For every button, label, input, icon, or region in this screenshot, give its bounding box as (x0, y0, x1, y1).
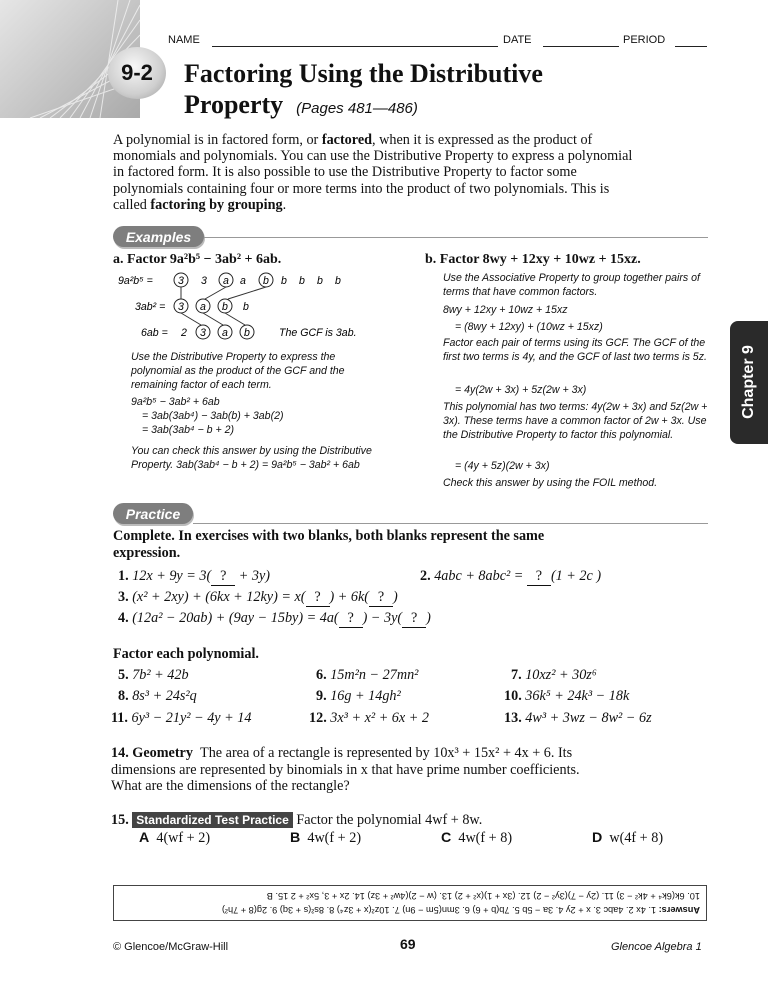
exercise-5 (118, 667, 189, 684)
exercise-3 (118, 589, 398, 607)
exercise-13 (504, 710, 652, 727)
exercise-text: (x² + 2xy) + (6kx + 12ky) = x( (132, 589, 306, 605)
answer-key-line-1 (120, 903, 700, 917)
exercise-1 (118, 568, 270, 586)
exercise-text: Factor the polynomial 4wf + 8w. (296, 812, 483, 828)
exercise-14 (111, 745, 611, 795)
choice-letter: C (441, 830, 452, 846)
exercise-expression: 7b² + 42b (132, 667, 189, 683)
exercise-8 (118, 688, 197, 705)
exercise-expression: 16g + 14gh² (330, 688, 401, 704)
factor: a (200, 301, 206, 313)
term-factored: factored (321, 132, 373, 148)
exercise-number: 7. (511, 667, 522, 683)
exercise-text: (1 + 2c ) (550, 568, 602, 584)
page-number: 69 (400, 936, 416, 952)
example-b-text: Factor 8wy + 12xy + 10wz + 15xz. (439, 252, 641, 267)
factor: 3 (201, 275, 207, 287)
name-line (212, 46, 498, 47)
example-b-line-6: This polynomial has two terms: 4y(2w + 3x) and 5z(2w + 3x). These terms have a common factor of 2w + 3x. Use the Distributive Property to factor this polynomial. (443, 401, 708, 442)
exercise-number: 5. (118, 667, 129, 683)
gcf-row1-factors (174, 273, 341, 287)
answer-key-box (113, 885, 707, 921)
lesson-number: 9-2 (121, 60, 153, 85)
example-a-step-2: = 3ab(3ab⁴) − 3ab(b) + 3ab(2) (142, 410, 284, 422)
gcf-row2-lhs: 3ab² = (135, 301, 166, 313)
example-b-prompt (425, 252, 641, 268)
factor: 3 (178, 275, 184, 287)
exercise-text: The area of a rectangle is represented by 10x³ + 15x² + 4x + 6. Its dimensions are represented by binomials in x that have prime number coefficients. What are the dimensions of the rectangle? (111, 745, 580, 794)
exercise-expression: 3x³ + x² + 6x + 2 (330, 710, 429, 726)
answer-blank[interactable]: ? (402, 610, 426, 628)
intro-paragraph (113, 132, 633, 213)
gcf-note: The GCF is 3ab. (279, 327, 357, 339)
exercise-number: 9. (316, 688, 327, 704)
intro-text-3: . (282, 196, 287, 213)
exercise-number: 6. (316, 667, 327, 683)
exercise-number: 3. (118, 589, 129, 605)
exercise-number: 1. (118, 568, 129, 584)
choice-a[interactable] (139, 830, 210, 847)
intro-text-2: , when it is expressed as the product of monomials and polynomials. You can use the Distributive Property to express a polynomial in factored form. It is also possible to use the Distributive Property to factor some polynomials containing four or more terms into the product of two polynomials. This is called (113, 132, 633, 213)
factor: 3 (178, 301, 184, 313)
answer-blank[interactable]: ? (339, 610, 363, 628)
footer-book-title: Glencoe Algebra 1 (611, 941, 702, 953)
example-b-line-2: 8wy + 12xy + 10wz + 15xz (443, 304, 568, 316)
name-label: NAME (168, 34, 200, 46)
example-a-step-3: = 3ab(3ab⁴ − b + 2) (142, 424, 235, 436)
answers-label: Answers: (658, 905, 700, 915)
lesson-number-badge (108, 47, 166, 99)
choice-text: 4w(f + 2) (307, 830, 362, 846)
factor: b (263, 275, 269, 287)
exercise-text: ) − 3y( (362, 610, 403, 626)
exercise-6 (316, 667, 418, 684)
lesson-title-word: Property (184, 90, 284, 119)
choice-text: w(4f + 8) (609, 830, 664, 846)
examples-label: Examples (113, 226, 204, 247)
exercise-number: 2. (420, 568, 431, 584)
example-b-line-5: = 4y(2w + 3x) + 5z(2w + 3x) (455, 384, 587, 396)
factor: b (244, 327, 250, 339)
exercise-number: 11. (111, 710, 128, 726)
choice-text: 4w(f + 8) (458, 830, 513, 846)
choice-letter: B (290, 830, 301, 846)
example-a-check: You can check this answer by using the Distributive Property. 3ab(3ab⁴ − b + 2) = 9a²b⁵ − 3ab² + 6ab (131, 445, 372, 472)
choice-letter: D (592, 830, 603, 846)
choice-letter: A (139, 830, 150, 846)
exercise-number: 13. (504, 710, 522, 726)
example-a-label: a. (113, 252, 124, 267)
exercise-text: + 3y) (235, 568, 271, 584)
choice-b[interactable] (290, 830, 361, 847)
example-a-prompt (113, 252, 281, 268)
factor: a (223, 275, 229, 287)
factor: b (299, 275, 305, 287)
example-b-label: b. (425, 252, 437, 267)
choice-text: 4(wf + 2) (156, 830, 211, 846)
example-b-line-7: = (4y + 5z)(2w + 3x) (455, 460, 550, 472)
exercise-expression: 6y³ − 21y² − 4y + 14 (131, 710, 252, 726)
practice-label: Practice (113, 503, 193, 524)
lesson-title-line2 (184, 90, 418, 120)
factor: a (222, 327, 228, 339)
standardized-test-badge: Standardized Test Practice (132, 812, 293, 828)
lesson-title-line1: Factoring Using the Distributive (184, 59, 543, 88)
exercise-text: (12a² − 20ab) + (9ay − 15by) = 4a( (132, 610, 339, 626)
examples-rule (204, 237, 708, 238)
exercise-number: 4. (118, 610, 129, 626)
answer-blank[interactable]: ? (369, 589, 393, 607)
chapter-tab-label: Chapter 9 (740, 345, 757, 419)
period-label: PERIOD (623, 34, 666, 46)
answer-blank[interactable]: ? (306, 589, 330, 607)
exercise-4 (118, 610, 431, 628)
factor: b (281, 275, 287, 287)
exercise-15 (111, 812, 482, 829)
example-a-text: Factor 9a²b⁵ − 3ab² + 6ab. (127, 252, 282, 267)
exercise-text: 4abc + 8abc² = (434, 568, 527, 584)
answer-key-text (114, 886, 706, 920)
example-b-line-8: Check this answer by using the FOIL method. (443, 477, 658, 489)
exercise-number: 14. (111, 745, 129, 761)
term-factoring-by-grouping: factoring by grouping (150, 196, 283, 213)
factor-instructions: Factor each polynomial. (113, 646, 259, 662)
exercise-expression: 10xz² + 30z⁶ (525, 667, 597, 683)
exercise-expression: 4w³ + 3wz − 8w² − 6z (525, 710, 652, 726)
example-a-step-1: 9a²b⁵ − 3ab² + 6ab (131, 396, 220, 408)
example-b-line-4: Factor each pair of terms using its GCF. The GCF of the first two terms is 4y, and the GCF of last two terms is 5z. (443, 337, 707, 364)
intro-text-1: A polynomial is in factored form, or (113, 132, 322, 148)
footer-copyright: © Glencoe/McGraw-Hill (113, 941, 229, 953)
answer-blank[interactable]: ? (211, 568, 235, 586)
answers-line1: 1. 4x 2. 4abc 3. x + 2y 4. 3a − 5b 5. 7b(b + 6) 6. 3mn(5m − 9n) 7. 10z²(x + 3z⁴) 8. 8s²(s + 3q) 9. 2g(8 + 7h²) (221, 905, 659, 915)
exercise-number: 15. (111, 812, 129, 828)
gcf-row1-lhs: 9a²b⁵ = (118, 275, 153, 287)
example-b-line-1: Use the Associative Property to group together pairs of terms that have common factors. (443, 272, 700, 299)
exercise-9 (316, 688, 401, 705)
date-label: DATE (503, 34, 532, 46)
factor: b (243, 301, 249, 313)
lesson-pages: (Pages 481—486) (296, 100, 418, 117)
exercise-7 (511, 667, 597, 684)
gcf-row3-lhs: 6ab = (141, 327, 168, 339)
exercise-number: 10. (504, 688, 522, 704)
factor: b (317, 275, 323, 287)
choice-c[interactable] (441, 830, 512, 847)
exercise-text: ) (426, 610, 431, 626)
exercise-text: 12x + 9y = 3( (132, 568, 212, 584)
exercise-number: 12. (309, 710, 327, 726)
chapter-tab (730, 321, 768, 444)
exercise-2 (420, 568, 601, 586)
exercise-expression: 15m²n − 27mn² (330, 667, 419, 683)
factor: b (222, 301, 228, 313)
exercise-12 (309, 710, 429, 727)
exercise-text: ) + 6k( (329, 589, 370, 605)
exercise-number: 8. (118, 688, 129, 704)
example-a-explanation: Use the Distributive Property to express the polynomial as the product of the GCF and the remaining factor of each term. (131, 351, 345, 392)
practice-rule (193, 523, 708, 524)
exercise-text: ) (393, 589, 398, 605)
exercise-10 (504, 688, 629, 705)
choice-d[interactable] (592, 830, 663, 847)
date-line (543, 46, 619, 47)
factor: 3 (200, 327, 206, 339)
answer-key-line-2: 10. 6k(6k⁴ + 4k² − 3) 11. (2y − 7)(3y² − 2) 12. (3x + 1)(x² + 2) 13. (w − 2)(4w² + 3z) 14. 2x + 3, 5x² + 2 15. B (266, 891, 700, 901)
geometry-label: Geometry (132, 745, 193, 761)
complete-instructions: Complete. In exercises with two blanks, both blanks represent the same expression. (113, 528, 545, 561)
exercise-11 (111, 710, 251, 727)
factor: 2 (181, 327, 187, 339)
factor: a (240, 275, 246, 287)
factor: b (335, 275, 341, 287)
gcf-diagram (113, 268, 403, 346)
period-line (675, 46, 707, 47)
answer-blank[interactable]: ? (527, 568, 551, 586)
example-b-line-3: = (8wy + 12xy) + (10wz + 15xz) (455, 321, 603, 333)
exercise-expression: 8s³ + 24s²q (132, 688, 197, 704)
exercise-expression: 36k⁵ + 24k³ − 18k (525, 688, 630, 704)
